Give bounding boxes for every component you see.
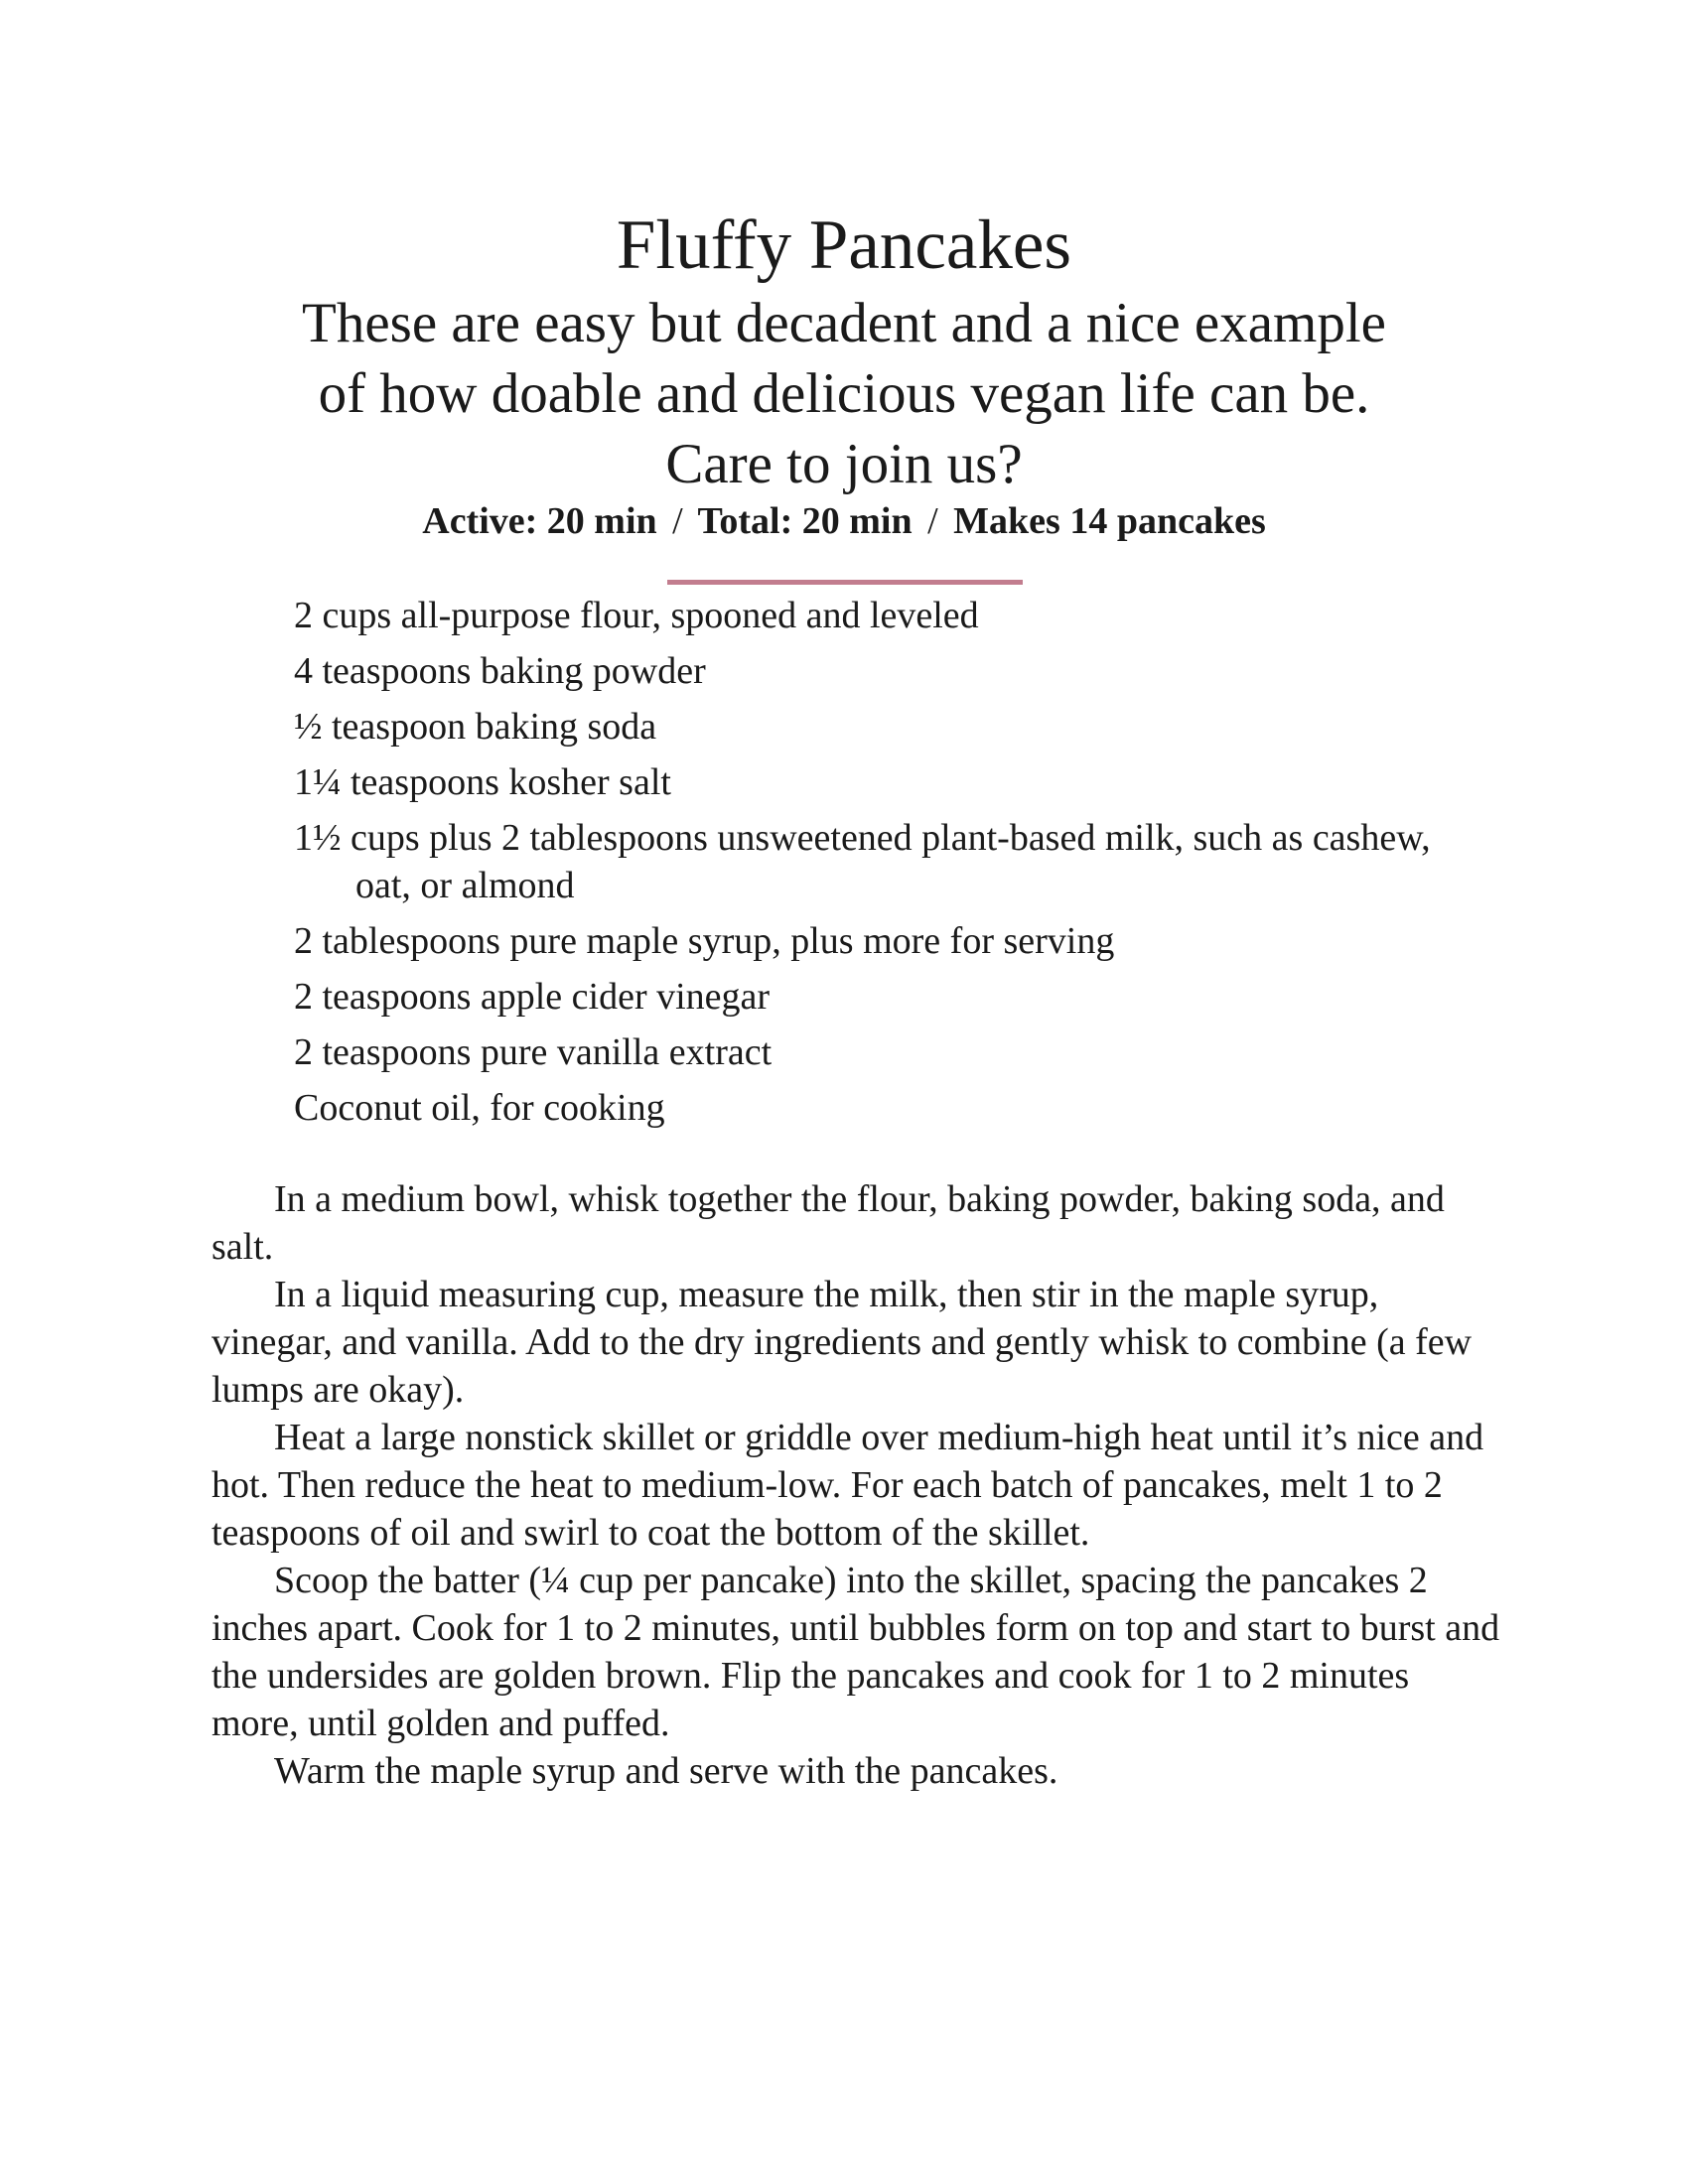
ingredient-item: 2 teaspoons apple cider vinegar: [294, 976, 771, 1018]
recipe-subtitle: [298, 288, 1390, 499]
ingredient-list: [294, 592, 1446, 1140]
direction-step: Warm the maple syrup and serve with the pancakes.: [274, 1750, 1058, 1792]
ingredient-item: 2 tablespoons pure maple syrup, plus more for serving: [294, 920, 1115, 962]
section-divider: [667, 580, 1023, 585]
ingredient-item: 1¼ teaspoons kosher salt: [294, 761, 671, 803]
meta-separator: /: [672, 500, 683, 542]
subtitle-line: These are easy but decadent and a nice example: [302, 292, 1386, 354]
subtitle-line: of how doable and delicious vegan life can be.: [318, 362, 1370, 425]
recipe-title: Fluffy Pancakes: [616, 206, 1072, 284]
direction-step: In a liquid measuring cup, measure the milk, then stir in the maple syrup, vinegar, and vanilla. Add to the dry ingredients and gently whisk to combine (a few lumps are okay).: [211, 1274, 1473, 1411]
ingredient-item: 4 teaspoons baking powder: [294, 650, 706, 692]
subtitle-line: Care to join us?: [665, 433, 1023, 495]
meta-separator: /: [927, 500, 938, 542]
direction-step: In a medium bowl, whisk together the flour, baking powder, baking soda, and salt.: [211, 1178, 1445, 1268]
yield: Makes 14 pancakes: [953, 500, 1266, 542]
ingredient-item: Coconut oil, for cooking: [294, 1087, 665, 1129]
total-time: Total: 20 min: [697, 500, 913, 542]
ingredient-item: 2 cups all-purpose flour, spooned and leveled: [294, 595, 979, 636]
active-time: Active: 20 min: [422, 500, 657, 542]
direction-step: Heat a large nonstick skillet or griddle over medium-high heat until it’s nice and hot. Then reduce the heat to medium-low. For each batch of pancakes, melt 1 to 2 teaspoons of oil and swirl to coat the bottom of the skillet.: [211, 1417, 1484, 1554]
ingredient-item: 2 teaspoons pure vanilla extract: [294, 1031, 773, 1073]
recipe-meta: [0, 498, 1688, 544]
direction-step: Scoop the batter (¼ cup per pancake) into the skillet, spacing the pancakes 2 inches apart. Cook for 1 to 2 minutes, until bubbles form on top and start to burst and the undersides are golden brown. Flip the pancakes and cook for 1 to 2 minutes more, until golden and puffed.: [211, 1560, 1500, 1744]
ingredient-item: ½ teaspoon baking soda: [294, 706, 657, 748]
directions: [211, 1175, 1502, 1795]
ingredient-item: 1½ cups plus 2 tablespoons unsweetened plant-based milk, such as cashew, oat, or almond: [294, 817, 1431, 906]
